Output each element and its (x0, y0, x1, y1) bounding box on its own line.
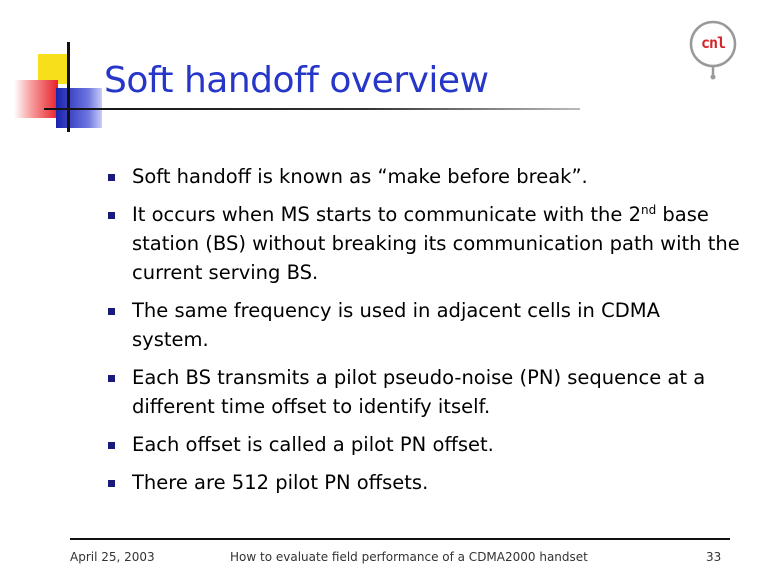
bullet-text-pre: It occurs when MS starts to communicate with the 2 (132, 203, 641, 226)
bullet-text-post: base station (BS) without breaking its communication path with the current serving BS. (132, 203, 740, 284)
cnl-logo-icon (687, 20, 739, 80)
bullet-text: There are 512 pilot PN offsets. (132, 471, 429, 494)
title-underline (44, 108, 580, 110)
decor-vertical-line (67, 42, 70, 132)
list-item (100, 296, 740, 354)
list-item (100, 162, 740, 191)
slide-title: Soft handoff overview (104, 60, 489, 101)
footer-title: How to evaluate field performance of a CDMA2000 handset (230, 550, 588, 564)
bullet-text-superscript: nd (640, 203, 657, 217)
bullet-text: Each offset is called a pilot PN offset. (132, 433, 494, 456)
list-item (100, 430, 740, 459)
list-item (100, 200, 740, 287)
square-bullet-icon (108, 442, 115, 449)
bullet-text: Soft handoff is known as “make before break”. (132, 165, 588, 188)
list-item (100, 468, 740, 497)
square-bullet-icon (108, 375, 115, 382)
square-bullet-icon (108, 480, 115, 487)
page-number: 33 (706, 550, 722, 564)
footer-date: April 25, 2003 (70, 550, 155, 564)
square-bullet-icon (108, 308, 115, 315)
bullet-text: Each BS transmits a pilot pseudo-noise (PN) sequence at a different time offset to identify itself. (132, 366, 706, 418)
decor-red-square (14, 80, 58, 118)
footer-divider (70, 538, 730, 540)
square-bullet-icon (108, 212, 115, 219)
bullet-list (100, 162, 740, 506)
square-bullet-icon (108, 174, 115, 181)
logo-text: cnl (700, 34, 726, 52)
bullet-text: The same frequency is used in adjacent cells in CDMA system. (132, 299, 660, 351)
list-item (100, 363, 740, 421)
